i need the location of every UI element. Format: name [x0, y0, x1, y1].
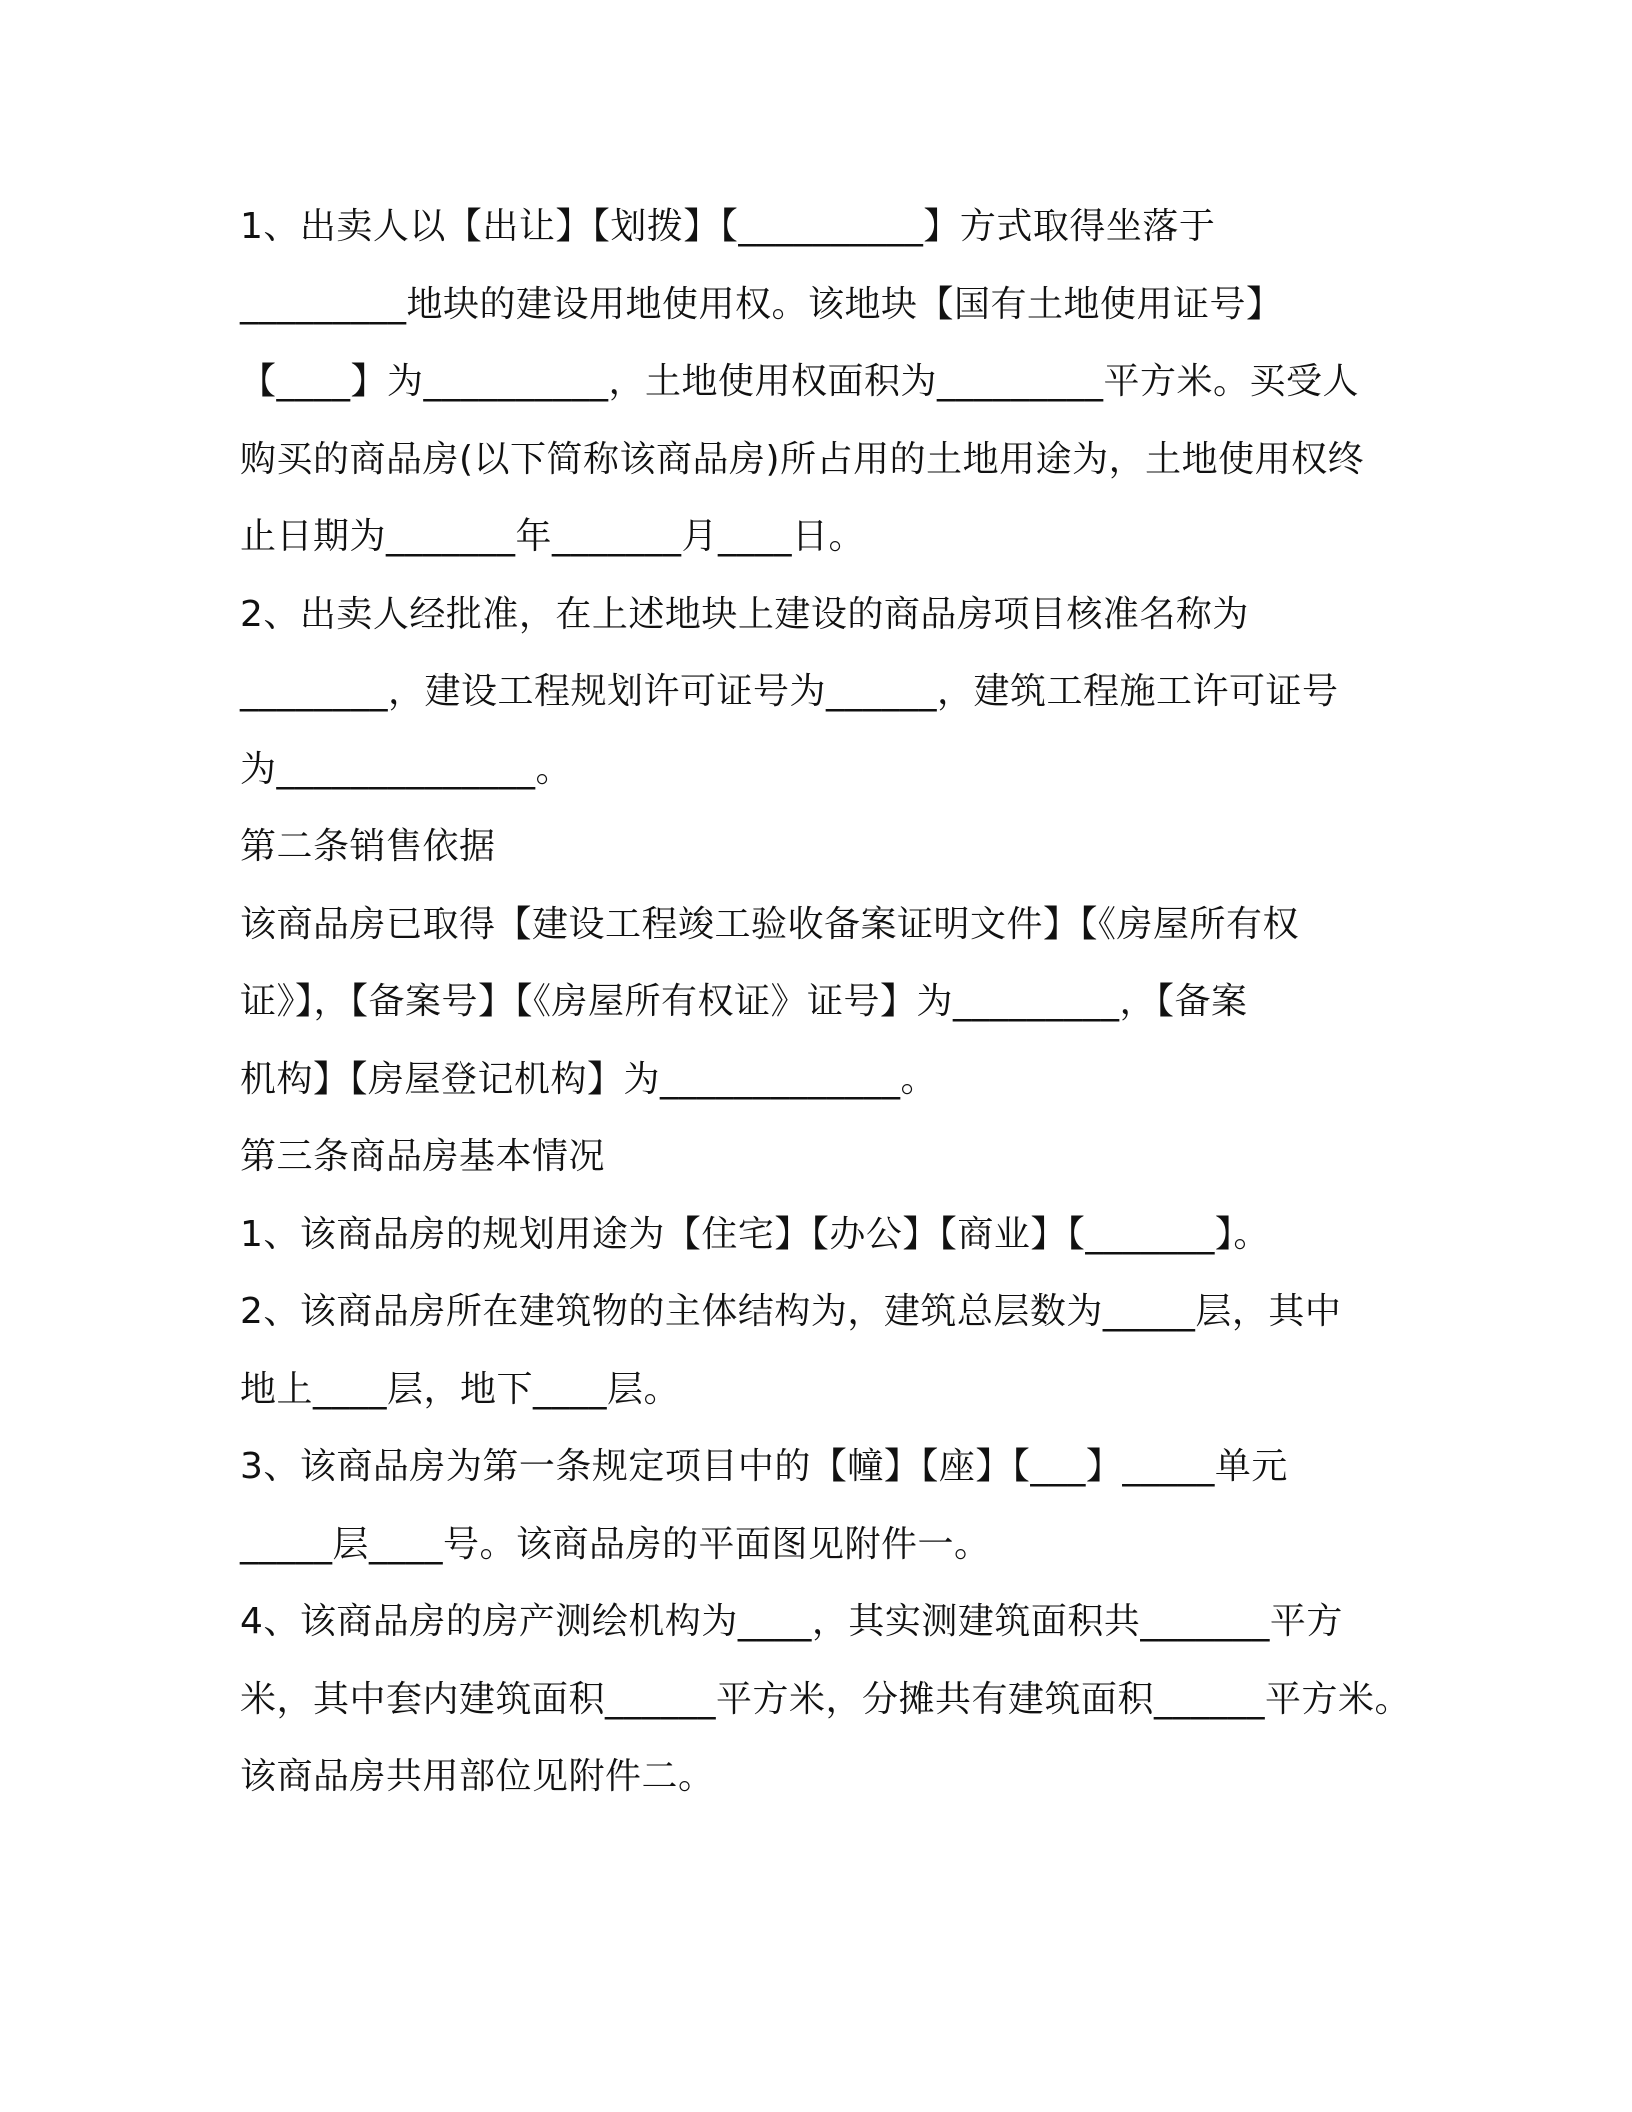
document-page [240, 188, 1412, 1816]
article-3-heading: 第三条商品房基本情况 [240, 1136, 606, 1177]
clause-1-1-line-1: 1、出卖人以【出让】【划拨】【__________】方式取得坐落于 [240, 206, 1216, 247]
clause-1-1-line-2: _________地块的建设用地使用权。该地块【国有土地使用证号】 [240, 283, 1283, 325]
article-2-heading: 第二条销售依据 [240, 826, 496, 867]
clause-1-2-line-3: 为______________。 [240, 748, 572, 790]
clause-3-2-line-1: 2、该商品房所在建筑物的主体结构为，建筑总层数为_____层，其中 [240, 1291, 1342, 1332]
clause-1-1-line-3: 【____】为__________，土地使用权面积为_________平方米。买受人 [240, 361, 1360, 402]
clause-3-2-line-2: 地上____层，地下____层。 [240, 1368, 681, 1410]
article-2-line-3: 机构】【房屋登记机构】为_____________。 [240, 1058, 938, 1100]
clause-1-1-line-5: 止日期为_______年_______月____日。 [240, 516, 866, 557]
clause-1-2-line-2: ________，建设工程规划许可证号为______，建筑工程施工许可证号 [240, 671, 1339, 712]
clause-3-4-line-1: 4、该商品房的房产测绘机构为____，其实测建筑面积共_______平方 [240, 1601, 1343, 1642]
clause-3-4-line-2: 米，其中套内建筑面积______平方米，分摊共有建筑面积______平方米。 [240, 1678, 1412, 1720]
clause-3-3-line-1: 3、该商品房为第一条规定项目中的【幢】【座】【___】_____单元 [240, 1446, 1288, 1487]
clause-3-3-line-2: _____层____号。该商品房的平面图见附件一。 [240, 1523, 991, 1565]
clause-3-1-line-1: 1、该商品房的规划用途为【住宅】【办公】【商业】【_______】。 [240, 1213, 1270, 1255]
clause-1-2-line-1: 2、出卖人经批准，在上述地块上建设的商品房项目核准名称为 [240, 593, 1249, 635]
article-2-line-1: 该商品房已取得【建设工程竣工验收备案证明文件】【《房屋所有权 [240, 903, 1300, 945]
clause-3-4-line-3: 该商品房共用部位见附件二。 [240, 1756, 715, 1797]
clause-1-1-line-4: 购买的商品房(以下简称该商品房)所占用的土地用途为，土地使用权终 [240, 438, 1365, 480]
article-2-line-2: 证》】，【备案号】【《房屋所有权证》证号】为_________，【备案 [240, 981, 1248, 1022]
